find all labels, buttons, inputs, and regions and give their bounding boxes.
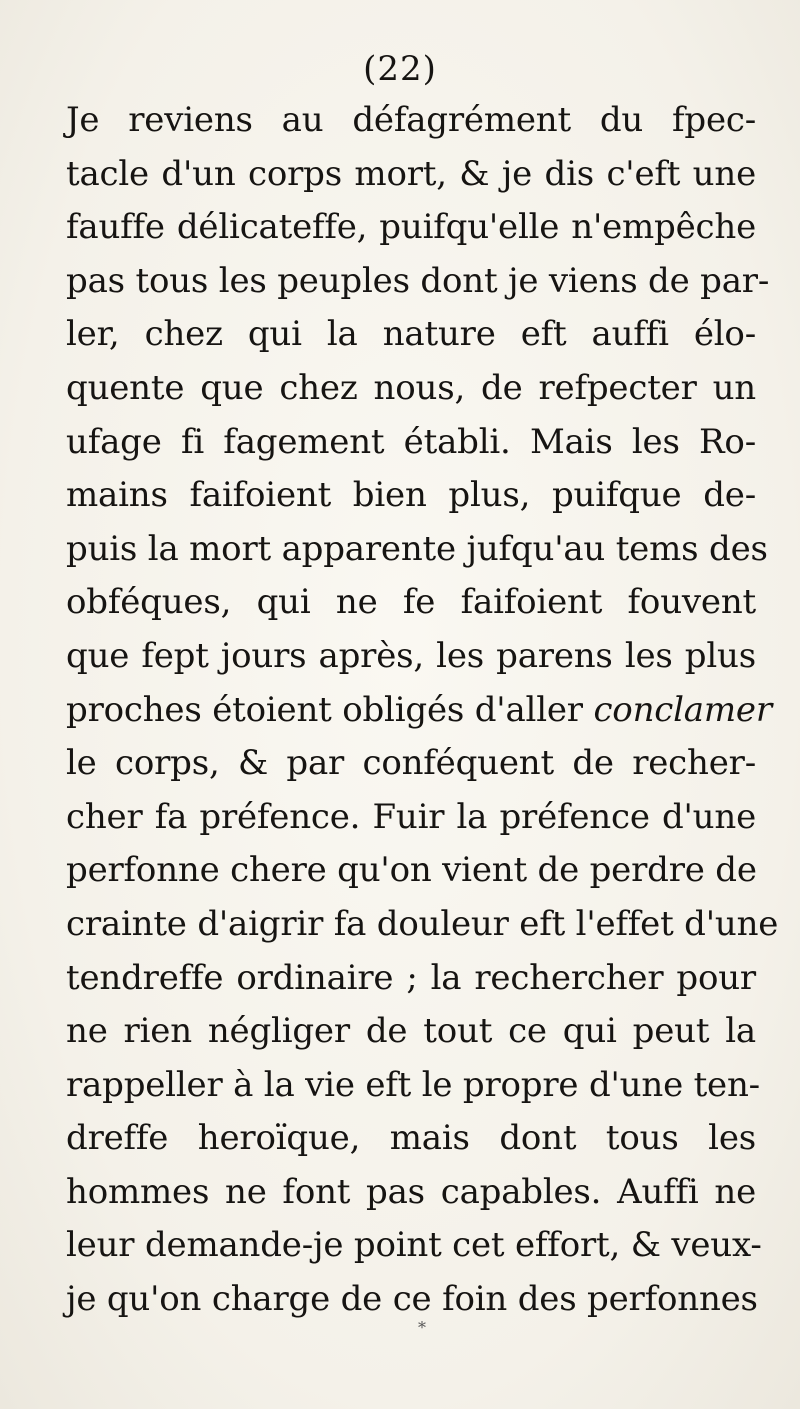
text-line-13: le corps, & par conféquent de recher- [66, 743, 756, 784]
text-line-10: obféques, qui ne fe faifoient fouvent [66, 582, 756, 623]
text-line-15: perfonne chere qu'on vient de perdre de [66, 850, 757, 891]
page-number: (22) [363, 49, 437, 89]
text-line-8: mains faifoient bien plus, puifque de- [66, 475, 756, 516]
text-line-17: tendreffe ordinaire ; la rechercher pour [66, 957, 756, 998]
text-line-16: crainte d'aigrir fa douleur eft l'effet d'une [66, 903, 779, 944]
text-line-12 [66, 684, 772, 738]
text-line-5: ler, chez qui la nature eft auffi élo- [66, 314, 756, 355]
italic-word: conclamer [593, 689, 772, 730]
text-line-22: leur demande-je point cet effort, & veux- [66, 1225, 762, 1266]
text-line-12-main: proches étoient obligés d'aller [66, 689, 583, 730]
text-line-3: fauffe délicateffe, puifqu'elle n'empêche [66, 207, 756, 248]
text-line-11: que fept jours après, les parens les plus [66, 635, 756, 676]
footer-mark: * [418, 1318, 426, 1337]
text-line-23: je qu'on charge de ce foin des perfonnes [66, 1279, 758, 1320]
text-line-9: puis la mort apparente jufqu'au tems des [66, 528, 768, 569]
text-line-20: dreffe heroïque, mais dont tous les [66, 1118, 756, 1159]
text-line-7: ufage fi fagement établi. Mais les Ro- [66, 421, 756, 462]
text-line-4: pas tous les peuples dont je viens de par- [66, 260, 770, 301]
body-text [66, 94, 779, 1327]
text-line-1: Je reviens au défagrément du fpec- [66, 100, 756, 140]
text-line-14: cher fa préfence. Fuir la préfence d'une [66, 796, 756, 837]
text-line-6: quente que chez nous, de refpecter un [66, 367, 756, 408]
text-line-2: tacle d'un corps mort, & je dis c'eft une [66, 153, 756, 194]
text-line-19: rappeller à la vie eft le propre d'une ten- [66, 1064, 760, 1105]
text-line-18: ne rien négliger de tout ce qui peut la [66, 1011, 756, 1052]
text-line-21: hommes ne font pas capables. Auffi ne [66, 1171, 756, 1212]
